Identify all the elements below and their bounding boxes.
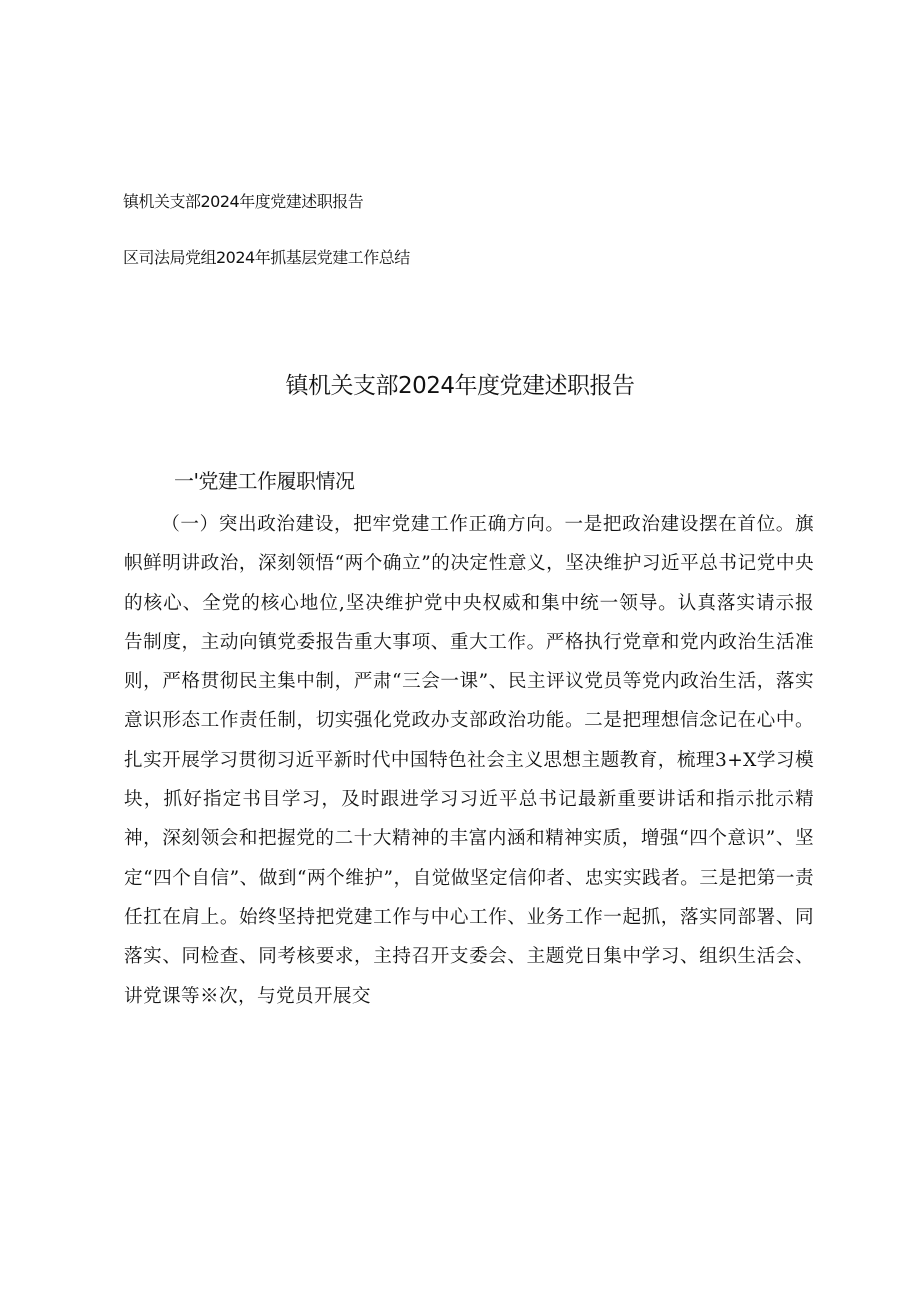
body-paragraph: （一）突出政治建设，把牢党建工作正确方向。一是把政治建设摆在首位。旗帜鲜明讲政治，深刻领悟“两个确立”的决定性意义，坚决维护习近平总书记党中央的核心、全党的核心地位,坚决维护党中央权威和集中统一领导。认真落实请示报告制度，主动向镇党委报告重大事项、重大工作。严格执行党章和党内政治生活准则，严格贯彻民主集中制，严肃“三会一课”、民主评议党员等党内政治生活，落实意识形态工作责任制，切实强化党政办支部政治功能。二是把理想信念记在心中。扎实开展学习贯彻习近平新时代中国特色社会主义思想主题教育，梳理3+X学习模块，抓好指定书目学习，及时跟进学习习近平总书记最新重要讲话和指示批示精神，深刻领会和把握党的二十大精神的丰富内涵和精神实质，增强“四个意识”、坚定“四个自信”、做到“两个维护”，自觉做坚定信仰者、忠实实践者。三是把第一责任扛在肩上。始终坚持把党建工作与中心工作、业务工作一起抓，落实同部署、同落实、同检查、同考核要求，主持召开支委会、主题党日集中学习、组织生活会、讲党课等※次，与党员开展交 bbox=[124, 514, 814, 1007]
document-title: 镇机关支部2024年度党建述职报告 bbox=[285, 373, 635, 399]
toc-item-1: 镇机关支部2024年度党建述职报告 bbox=[123, 192, 364, 211]
section-heading: 一'党建工作履职情况 bbox=[174, 469, 355, 493]
toc-item-2: 区司法局党组2024年抓基层党建工作总结 bbox=[123, 248, 410, 267]
